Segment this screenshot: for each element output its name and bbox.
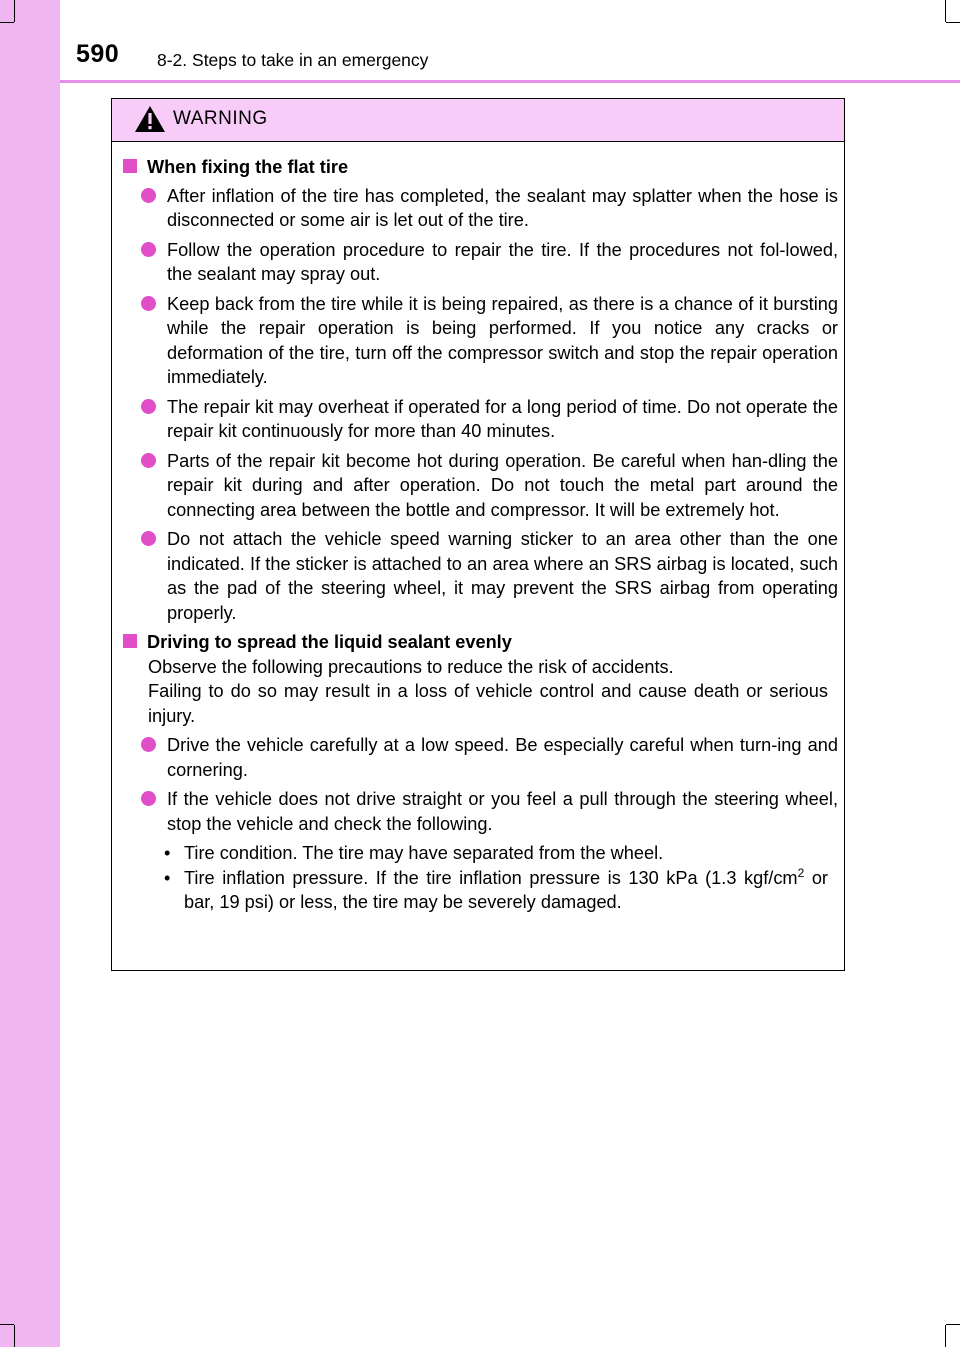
crop-mark — [0, 22, 14, 23]
intro-paragraph: Observe the following precautions to reduce the risk of accidents. — [148, 656, 674, 677]
list-item-text: After inflation of the tire has completed, the sealant may splatter when the hose is disconnected or some air is let out of the tire. — [167, 185, 838, 230]
list-item — [123, 238, 838, 287]
list-item — [123, 395, 838, 444]
round-bullet-icon — [141, 737, 156, 752]
sub-bullet: • — [164, 867, 171, 888]
list-item — [123, 787, 838, 836]
list-item-text: Follow the operation procedure to repair the tire. If the procedures not fol-lowed, the sealant may spray out. — [167, 239, 838, 284]
square-bullet-icon — [123, 634, 137, 648]
page-number: 590 — [76, 40, 120, 68]
list-item — [123, 292, 838, 390]
round-bullet-icon — [141, 242, 156, 257]
warning-box — [111, 98, 845, 971]
list-item-text: Do not attach the vehicle speed warning sticker to an area other than the one indicated. If the sticker is attached to an area where an SRS airbag is located, such as the pad of the steering wheel, it may prevent the SRS airbag from operating properly. — [167, 529, 838, 623]
sub-list-item-text-cont: or bar, 19 psi) or less, the tire may be severely damaged. — [184, 867, 828, 912]
crop-mark — [945, 1325, 946, 1347]
list-item-text: Drive the vehicle carefully at a low speed. Be especially careful when turn-ing and cornering. — [167, 735, 838, 780]
section-heading — [123, 630, 838, 655]
warning-header — [112, 99, 844, 142]
list-item — [123, 733, 838, 782]
crop-mark — [14, 1325, 15, 1347]
warning-label: WARNING — [173, 108, 268, 129]
sub-list-item — [123, 866, 838, 915]
section-title: 8-2. Steps to take in an emergency — [157, 50, 429, 70]
header-rule — [60, 80, 960, 83]
list-item — [123, 184, 838, 233]
sub-list-item-text: Tire condition. The tire may have separated from the wheel. — [184, 843, 664, 863]
heading-text: When fixing the flat tire — [147, 157, 349, 177]
round-bullet-icon — [141, 188, 156, 203]
list-item — [123, 527, 838, 625]
heading-text: Driving to spread the liquid sealant evenly — [147, 632, 512, 652]
sub-list-item — [123, 841, 838, 866]
square-bullet-icon — [123, 159, 137, 173]
round-bullet-icon — [141, 531, 156, 546]
round-bullet-icon — [141, 399, 156, 414]
round-bullet-icon — [141, 296, 156, 311]
intro-paragraph: Failing to do so may result in a loss of vehicle control and cause death or serious injury. — [148, 681, 828, 726]
crop-mark — [0, 1324, 14, 1325]
section-heading — [123, 155, 838, 180]
crop-mark — [946, 1324, 960, 1325]
list-item-text: Keep back from the tire while it is being repaired, as there is a chance of it bursting while the repair operation is being performed. If you notice any cracks or deformation of the tire, turn off the compressor switch and stop the repair operation immediately. — [167, 293, 838, 387]
round-bullet-icon — [141, 791, 156, 806]
list-item-text: The repair kit may overheat if operated for a long period of time. Do not operate the repair kit continuously for more than 40 minutes. — [167, 396, 838, 441]
list-item — [123, 449, 838, 523]
superscript: 2 — [797, 865, 805, 880]
crop-mark — [945, 0, 946, 22]
round-bullet-icon — [141, 453, 156, 468]
warning-body — [112, 142, 844, 915]
sub-list-item-text: Tire inflation pressure. If the tire inflation pressure is 130 kPa (1.3 kgf/cm — [184, 867, 798, 888]
side-color-strip — [0, 0, 60, 1347]
crop-mark — [946, 22, 960, 23]
sub-bullet: • — [164, 843, 171, 863]
warning-triangle-icon — [134, 105, 166, 133]
list-item-text: If the vehicle does not drive straight or you feel a pull through the steering wheel, stop the vehicle and check the following. — [167, 789, 838, 834]
list-item-text: Parts of the repair kit become hot during operation. Be careful when han-dling the repair kit during and after operation. Do not touch the metal part around the connecting area between the bottle and compressor. It will be extremely hot. — [167, 450, 838, 520]
crop-mark — [14, 0, 15, 22]
